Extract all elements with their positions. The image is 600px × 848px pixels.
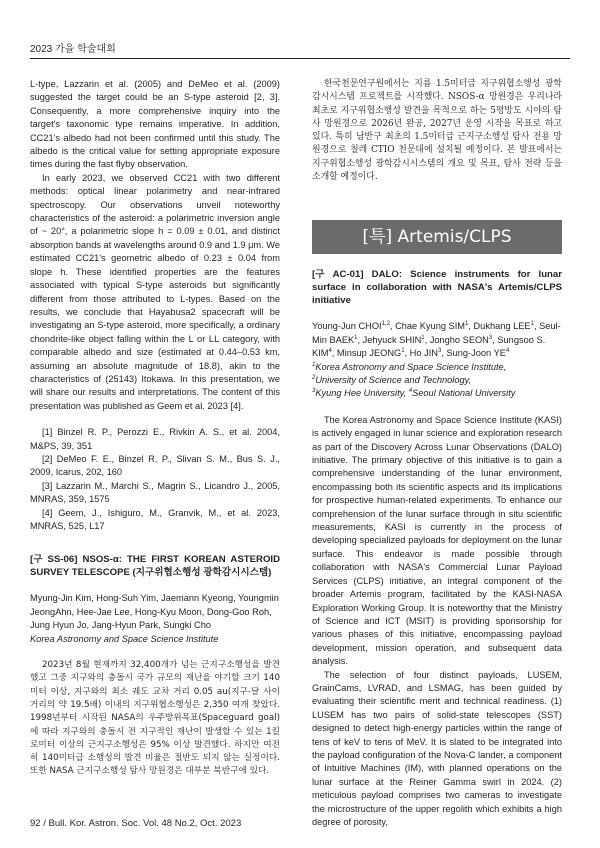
paragraph: In early 2023, we observed CC21 with two different methods: optical linear polarimetry and near-infrared spectroscopy. Our observations unveil noteworthy characteristics of the asteroid: a polarimetric inversion angle of ~ 20°, a polarimetric slope h = 0.09 ± 0.01, and distinct absorption bands at wavelengths around 0.9 and 1.9 μm. We estimated CC21's geometric albedo of 0.23 ± 0.04 from slope h. These identified properties are the features associated with typical S-type asteroids but significantly different from those attributed to L-types. Based on the results, we conclude that Hayabusa2 spacecraft will be investigating an S-type asteroid, more specifically, a ordinary chondrite-like object falling within the L or LL category, with comparable albedo and size (estimated at 0.44–0.53 km, assuming an absolute magnitude of 18.8), akin to the characteristics of (25143) Itokawa. In this presentation, we will share our results and interpretations. The content of this presentation was published as Geem et al. 2023 [4]. <box>30 172 280 411</box>
paragraph: 한국천문연구원에서는 지름 1.5미터급 지구위협소행성 광학감시시스템 프로젝트를 시작했다. NSOS-α 망원경은 우리나라 최초로 지구위협소행성 발견을 목적으로 하는 5평방도 시야의 탐사 망원경으로 2026년 완공, 2027년 운영 시작을 목표로 하고 있다. 특히 남반구 최초의 1.5미터급 근지구소행성 탐사 전용 망원경으로 칠레 CTIO 천문대에 설치될 예정이다. 본 발표에서는 지구위협소행성 광학감시시스템의 개요 및 목표, 탐사 전략 등을 소개할 예정이다. <box>312 79 562 183</box>
paragraph: L-type, Lazzarin et al. (2005) and DeMeo et al. (2009) suggested the target could be an S-type asteroid [2, 3]. Consequently, a more comprehensive inquiry into the target's taxonomic type remains imperative. In addition, CC21's albedo had not been confirmed until this study. The albedo is the critical value for setting appropriate exposure times during the fast flyby observation. <box>30 79 280 170</box>
header-rule <box>30 58 570 59</box>
author-list: Myung-Jin Kim, Hong-Suh Yim, Jaemann Kyeong, Youngmin JeongAhn, Hee-Jae Lee, Hong-Kyu Moon, Dong-Goo Roh, Jung Hyun Jo, Jang-Hyun Park, Sungki Cho <box>30 593 279 631</box>
paragraph: The Korea Astronomy and Space Science Institute (KASI) is actively engaged in lunar science and exploration research as part of the Discovery Across Lunar Observations (DALO) initiative. The primary objective of this initiative is to gain a comprehensive understanding of the lunar environment, encompassing both its scientific aspects and its implications for prospective human-related experiments. To enhance our comprehension of the lunar surface through in situ scientific measurements, KASI is currently in the process of developing specialized payloads for deployment on the lunar surface. This endeavor is made possible through collaboration with NASA's Commercial Lunar Payload Services (CLPS) initiative, an integral component of the broader Artemis program, facilitated by the KASI-NASA Exploration Working Group. It is noteworthy that the Ministry of Science and ICT (MSIT) is providing sponsorship for various phases of this initiative, encompassing payload development, mission operation, and subsequent data analysis. <box>312 414 562 667</box>
session-banner <box>312 220 562 254</box>
page-footer: 92 / Bull. Kor. Astron. Soc. Vol. 48 No.2, Oct. 2023 <box>30 818 242 829</box>
paragraph: 2023년 8월 현재까지 32,400개가 넘는 근지구소행성을 발견했고 그중 지구와의 충돌시 국가 규모의 재난을 야기할 크기 140미터 이상, 지구와의 최소 궤도 교차 거리 0.05 au(지구-달 사이 거리의 약 19.5배) 이내의 지구위협소행성은 2,350 여개 찾았다. 1998년부터 시작된 NASA의 우주방위목표(Spaceguard goal)에 따라 지구와의 충돌시 전 지구적인 재난이 발생할 수 있는 1킬로미터 이상의 근지구소행성은 95% 이상 발견했다. 하지만 여전히 140미터급 소행성의 발견 비율은 절반도 되지 않는 실정이다. 또한 NASA 근지구소행성 탐사 망원경은 대부분 북반구에 있다. <box>30 660 280 777</box>
reference-list <box>30 426 280 533</box>
abstract-title: [구 SS-06] NSOS-α: THE FIRST KOREAN ASTEROID SURVEY TELESCOPE (지구위협소행성 광학감시시스템) <box>30 554 280 579</box>
reference-item: [2] DeMeo F. E., Binzel R. P., Slivan S. M., Bus S. J., 2009, Icarus, 202, 160 <box>30 453 280 478</box>
running-header: 2023 가을 학술대회 <box>30 44 116 55</box>
right-column <box>312 78 562 829</box>
session-banner-label: [특] Artemis/CLPS <box>362 227 512 248</box>
reference-item: [3] Lazzarin M., Marchi S., Magrin S., Licandro J., 2005, MNRAS, 359, 1575 <box>30 480 280 505</box>
reference-item: [4] Geem, J., Ishiguro, M., Granvik, M., et al. 2023, MNRAS, 525, L17 <box>30 507 280 531</box>
reference-item: [1] Binzel R. P., Perozzi E., Rivkin A. S., et al. 2004, M&PS, 39, 351 <box>30 427 280 451</box>
affiliation: $^2$University of Science and Technology, <box>312 374 472 385</box>
left-column <box>30 78 280 779</box>
author-list: Young-Jun CHOI$^{1,2}$, Chae Kyung SIM$^1$, Dukhang LEE$^1$, Seul-Min BAEK$^1$, Jehyuck SHIN$^1$, Jongho SEON$^3$, Sungsoo S. KIM$^4$, Minsup JEONG$^1$, Ho JIN$^3$, Sung-Joon $YE^4$ <box>312 321 561 359</box>
affiliation: $^1$Korea Astronomy and Space Science Institute, <box>312 361 507 372</box>
paragraph: The selection of four distinct payloads, LUSEM, GrainCams, LVRAD, and LSMAG, has been guided by evaluating their scientific merit and technical readiness. (1) LUSEM has two pairs of solid-state telescopes (SST) designed to detect high-energy particles within the range of tens of keV to tens of MeV. It is slated to be integrated into the payload configuration of the Nova-C lander, a component of Intuitive Machines (IM), with planned operations on the lunar surface at the Reiner Gamma swirl in 2024. (2) meticulous payload comprises two cameras to investigate the microstructure of the upper regolith which exhibits a high degree of porosity, <box>312 669 562 827</box>
abstract-title: [구 AC-01] DALO: Science instruments for lunar surface in collaboration with NASA's Artemis/CLPS initiative <box>312 269 562 307</box>
affiliation: Korea Astronomy and Space Science Institute <box>30 633 219 644</box>
affiliation: $^3$Kyung Hee University, $^4$Seoul National University <box>312 388 516 399</box>
